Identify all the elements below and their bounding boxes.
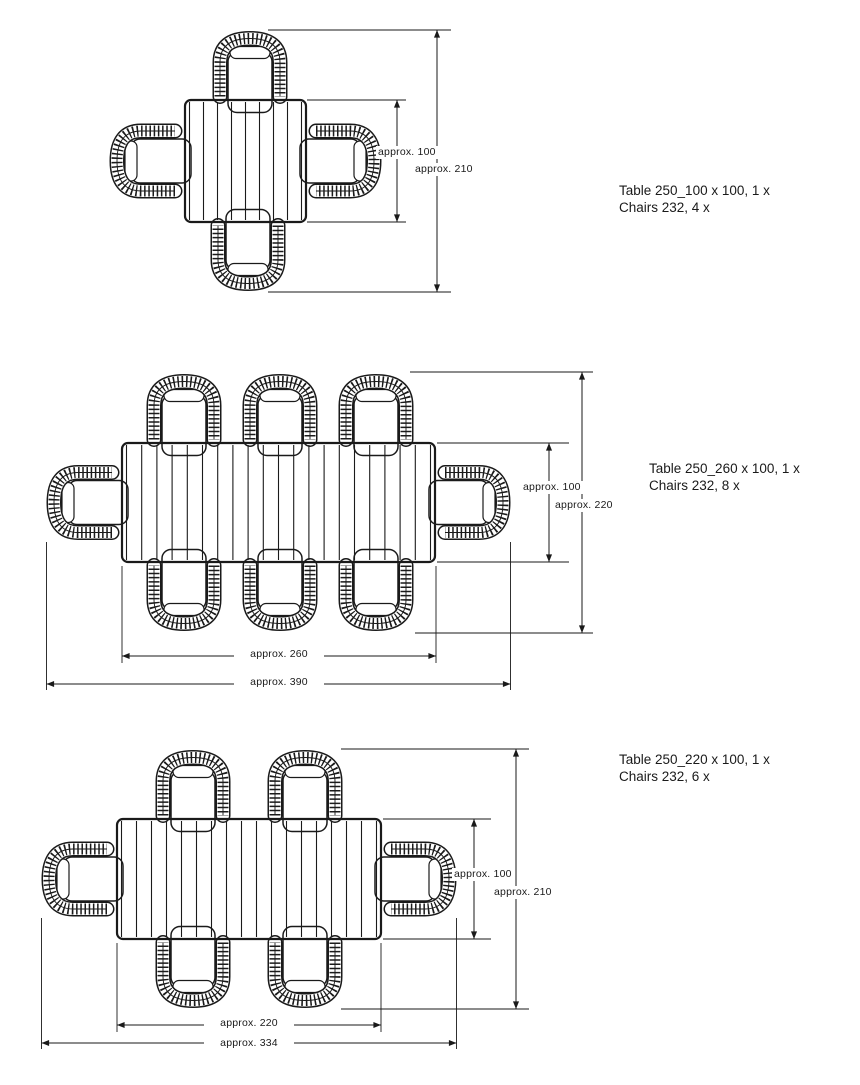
chair-back-cushion	[125, 141, 137, 181]
chair-seat	[162, 550, 206, 610]
dining-set-figure-3	[42, 749, 530, 1049]
dim-label-table-length: approx. 260	[234, 648, 324, 661]
caption-table-line: Table 250_260 x 100, 1 x	[649, 461, 800, 476]
chair-seat	[228, 53, 272, 113]
chair-seat	[226, 210, 270, 270]
chair-seat	[171, 772, 215, 832]
chair	[250, 382, 310, 456]
dim-label-table-length: approx. 220	[204, 1017, 294, 1030]
chair	[275, 927, 335, 1001]
chair-seat	[63, 857, 123, 901]
chair-back-cushion	[260, 604, 300, 616]
dining-set-figure-1	[117, 30, 451, 292]
chair	[218, 210, 278, 284]
table-top	[185, 100, 306, 222]
dim-label-overall-length: approx. 334	[204, 1037, 294, 1050]
chair	[346, 382, 406, 456]
chair	[275, 758, 335, 832]
table-edge	[117, 819, 381, 939]
chair-seat	[375, 857, 435, 901]
dining-set-figure-2	[47, 372, 594, 690]
figure-caption	[649, 461, 800, 494]
chair-seat	[162, 396, 206, 456]
chair-back-cushion	[164, 604, 204, 616]
dim-label-overall-length: approx. 390	[234, 676, 324, 689]
chair-seat	[258, 396, 302, 456]
chair	[54, 473, 128, 533]
caption-chairs-line: Chairs 232, 8 x	[649, 477, 740, 493]
dim-label-table-depth: approx. 100	[378, 146, 436, 158]
table-top	[122, 443, 435, 562]
dim-label-overall-depth: approx. 210	[415, 163, 473, 175]
chair-seat	[131, 139, 191, 183]
chair-back-cushion	[62, 483, 74, 523]
chair	[375, 849, 449, 909]
chair-back-cushion	[285, 766, 325, 778]
chair	[346, 550, 406, 624]
table-top	[117, 819, 381, 939]
caption-table-line: Table 250_220 x 100, 1 x	[619, 752, 770, 767]
caption-chairs-line: Chairs 232, 4 x	[619, 199, 710, 215]
chair	[163, 927, 223, 1001]
chair	[117, 131, 191, 191]
chair	[154, 550, 214, 624]
chair-seat	[283, 927, 327, 987]
chair-back-cushion	[260, 390, 300, 402]
chair-back-cushion	[354, 141, 366, 181]
dim-label-table-depth: approx. 100	[523, 481, 581, 493]
chair	[300, 131, 374, 191]
chair-back-cushion	[228, 264, 268, 276]
caption-table-line: Table 250_100 x 100, 1 x	[619, 183, 770, 198]
figure-caption	[619, 752, 770, 785]
chair-back-cushion	[285, 981, 325, 993]
chair	[154, 382, 214, 456]
figure-caption	[619, 183, 770, 216]
chair	[49, 849, 123, 909]
chair-seat	[429, 481, 489, 525]
dim-label-table-depth: approx. 100	[454, 868, 512, 880]
chair-seat	[258, 550, 302, 610]
dim-label-overall-depth: approx. 210	[494, 886, 552, 898]
chair-back-cushion	[173, 766, 213, 778]
chair	[163, 758, 223, 832]
chair-back-cushion	[230, 47, 270, 59]
chair-back-cushion	[483, 483, 495, 523]
dim-label-overall-depth: approx. 220	[555, 499, 613, 511]
chair-back-cushion	[173, 981, 213, 993]
chair-back-cushion	[57, 859, 69, 899]
chair-seat	[354, 550, 398, 610]
chair	[429, 473, 503, 533]
chair-seat	[283, 772, 327, 832]
chair-seat	[300, 139, 360, 183]
chair-seat	[68, 481, 128, 525]
chair	[220, 39, 280, 113]
chair-seat	[354, 396, 398, 456]
chair-back-cushion	[164, 390, 204, 402]
chair-back-cushion	[356, 390, 396, 402]
chair-back-cushion	[356, 604, 396, 616]
chair	[250, 550, 310, 624]
caption-chairs-line: Chairs 232, 6 x	[619, 768, 710, 784]
chair-back-cushion	[429, 859, 441, 899]
chair-seat	[171, 927, 215, 987]
